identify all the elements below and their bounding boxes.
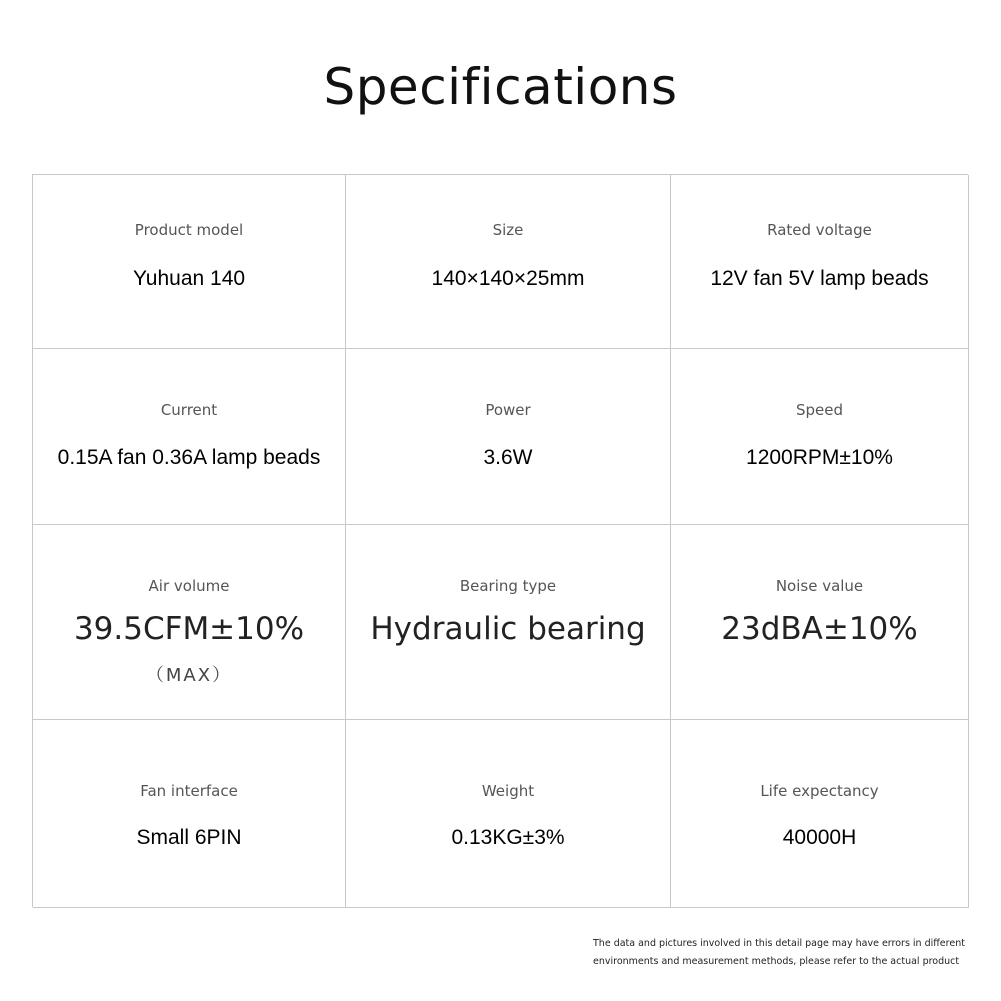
spec-value: 12V fan 5V lamp beads: [710, 267, 929, 290]
spec-label: Weight: [481, 782, 535, 800]
spec-value: 40000H: [782, 826, 857, 849]
spec-label: Life expectancy: [760, 782, 879, 800]
spec-label: Fan interface: [140, 782, 238, 800]
spec-value: 23dBA±10%: [721, 611, 918, 647]
spec-label: Current: [160, 401, 218, 419]
spec-table: [32, 174, 968, 907]
spec-cell-weight: [346, 720, 671, 908]
spec-cell-rated-voltage: [671, 175, 969, 349]
disclaimer-line: environments and measurement methods, please refer to the actual product: [593, 956, 960, 967]
spec-label: Power: [485, 401, 531, 419]
spec-label: Rated voltage: [767, 221, 872, 239]
spec-value: 1200RPM±10%: [746, 446, 893, 469]
disclaimer-line: The data and pictures involved in this detail page may have errors in different: [593, 938, 965, 949]
spec-subvalue: （MAX）: [145, 665, 233, 686]
spec-cell-fan-interface: [33, 720, 346, 908]
spec-cell-life-expectancy: [671, 720, 969, 908]
spec-cell-size: [346, 175, 671, 349]
spec-value: 39.5CFM±10%: [73, 611, 305, 647]
spec-cell-air-volume: [33, 525, 346, 720]
spec-value: 3.6W: [483, 446, 533, 469]
spec-value: 140×140×25mm: [431, 267, 585, 290]
spec-cell-product-model: [33, 175, 346, 349]
spec-label: Speed: [795, 401, 844, 419]
disclaimer-note: [593, 935, 973, 971]
spec-cell-current: [33, 349, 346, 525]
spec-label: Bearing type: [459, 577, 557, 595]
spec-label: Air volume: [148, 577, 230, 595]
spec-label: Size: [492, 221, 524, 239]
spec-label: Noise value: [775, 577, 864, 595]
spec-value: Hydraulic bearing: [370, 611, 646, 647]
spec-cell-power: [346, 349, 671, 525]
spec-value: 0.15A fan 0.36A lamp beads: [57, 446, 321, 469]
spec-value: Yuhuan 140: [132, 267, 246, 290]
spec-value: 0.13KG±3%: [451, 826, 565, 849]
spec-cell-speed: [671, 349, 969, 525]
spec-cell-bearing-type: [346, 525, 671, 720]
spec-label: Product model: [134, 221, 244, 239]
spec-value: Small 6PIN: [136, 826, 242, 849]
page-title: Specifications: [323, 58, 678, 116]
spec-cell-noise-value: [671, 525, 969, 720]
